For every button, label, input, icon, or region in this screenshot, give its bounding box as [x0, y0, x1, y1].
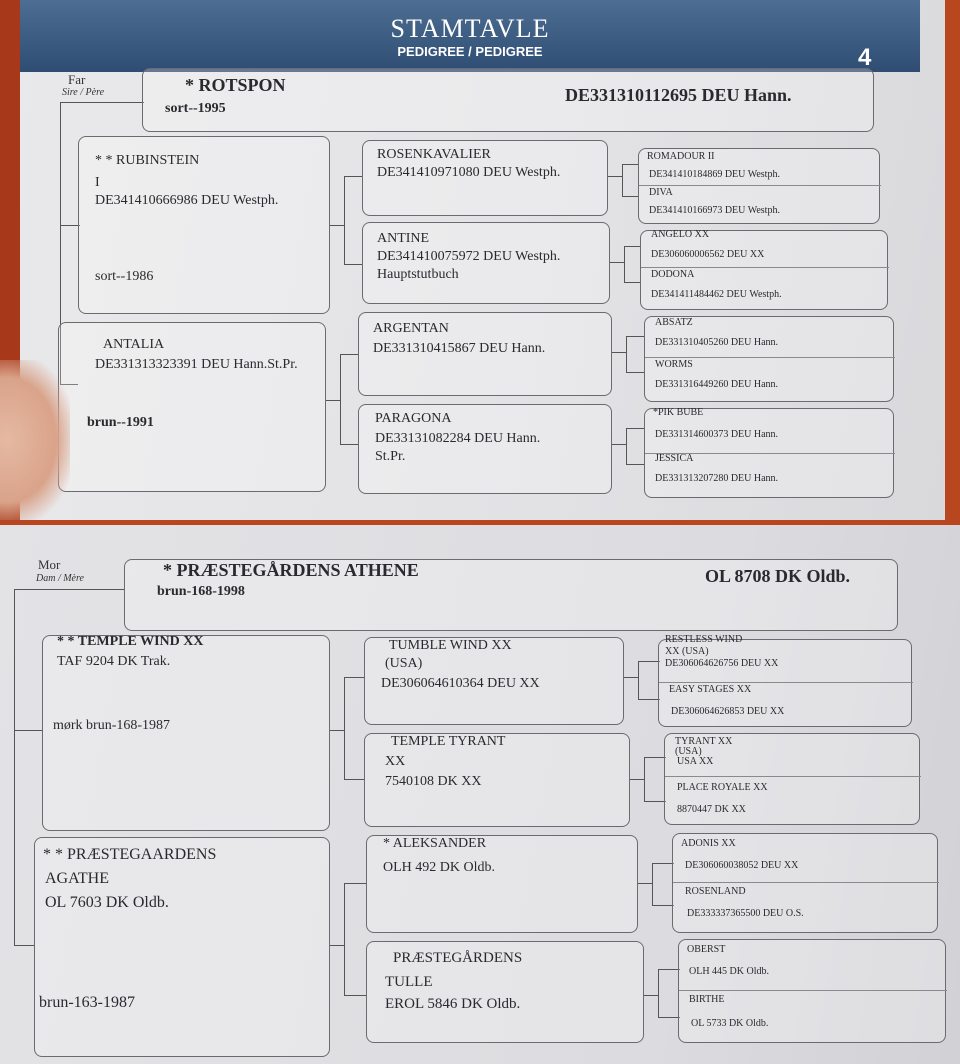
sire-sire-name: * * RUBINSTEIN: [95, 153, 200, 168]
sire-g3-box-4: [358, 404, 612, 494]
dam-g4-2a-name: TYRANT XX: [675, 736, 733, 747]
dam-sire-color-year: mørk brun-168-1987: [53, 718, 171, 733]
dam-name: * PRÆSTEGÅRDENS ATHENE: [163, 560, 419, 580]
holding-finger: [0, 360, 70, 520]
sire-sire-color-year: sort--1986: [95, 269, 154, 284]
dam-g4-box-2: [664, 733, 920, 825]
sire-g4-4a-name: *PIK BUBE: [653, 407, 704, 418]
dam-g4-4a-reg: OLH 445 DK Oldb.: [689, 966, 769, 977]
dam-g4-4a-name: OBERST: [687, 944, 726, 955]
sire-g3-1-name: ROSENKAVALIER: [377, 147, 491, 162]
dam-sire-reg: TAF 9204 DK Trak.: [57, 654, 171, 669]
dam-g4-3b-name: ROSENLAND: [685, 886, 746, 897]
sire-g4-3a-name: ABSATZ: [655, 317, 693, 328]
sire-main-box: [142, 68, 874, 132]
dam-g4-2b-name: PLACE ROYALE XX: [677, 782, 768, 793]
sire-g4-box-4: [644, 408, 894, 498]
sire-g3-box-3: [358, 312, 612, 396]
dam-color-year: brun-168-1998: [157, 584, 245, 599]
sire-page: [20, 0, 945, 520]
sire-g4-3a-reg: DE331310405260 DEU Hann.: [655, 337, 779, 348]
dam-g4-2b-reg: 8870447 DK XX: [677, 804, 746, 815]
dam-g4-2a-name-3: USA XX: [677, 756, 714, 767]
dam-g4-1a-name: RESTLESS WIND: [665, 634, 743, 645]
dam-sire-name: * * TEMPLE WIND XX: [57, 634, 204, 649]
dam-g3-2-reg: 7540108 DK XX: [385, 774, 482, 789]
dam-g4-3a-name: ADONIS XX: [681, 838, 736, 849]
dam-label-sub: Dam / Mère: [36, 573, 84, 584]
dam-dam-reg: OL 7603 DK Oldb.: [45, 894, 169, 911]
sire-g3-2-line3: Hauptstutbuch: [377, 267, 459, 282]
dam-g3-1-line2: (USA): [385, 656, 423, 671]
dam-g4-1b-name: EASY STAGES XX: [669, 684, 752, 695]
dam-g3-4-reg: EROL 5846 DK Oldb.: [385, 996, 521, 1012]
dam-g4-box-1: [658, 634, 912, 727]
dam-g4-2a-name-2: (USA): [675, 746, 702, 757]
dam-g3-box-3: [366, 835, 638, 933]
dam-g4-3a-reg: DE306060038052 DEU XX: [685, 860, 799, 871]
sire-g4-4b-name: JESSICA: [655, 453, 694, 464]
dam-g3-box-1: [364, 637, 624, 725]
dam-g3-3-reg: OLH 492 DK Oldb.: [383, 860, 495, 875]
sire-g4-2a-name: ANGELO XX: [651, 229, 710, 240]
sire-g4-3b-name: WORMS: [655, 359, 693, 370]
dam-g4-3b-reg: DE333337365500 DEU O.S.: [687, 908, 804, 919]
dam-reg: OL 8708 DK Oldb.: [705, 566, 851, 586]
dam-g3-1-reg: DE306064610364 DEU XX: [381, 676, 540, 691]
sire-g4-1b-reg: DE341410166973 DEU Westph.: [649, 205, 780, 216]
sire-sire-box: [78, 136, 330, 314]
dam-g3-1-name: TUMBLE WIND XX: [389, 638, 512, 653]
dam-g4-1a-name-2: XX (USA): [665, 646, 709, 657]
dam-g4-4b-reg: OL 5733 DK Oldb.: [691, 1018, 769, 1029]
sire-g4-box-3: [644, 316, 894, 402]
sire-g4-1a-name: ROMADOUR II: [647, 151, 715, 162]
sire-sire-reg: DE341410666986 DEU Westph.: [95, 193, 279, 208]
sire-label: Far: [68, 72, 86, 87]
dam-g3-2-line2: XX: [385, 754, 406, 769]
dam-dam-box: [34, 837, 330, 1057]
sire-g3-box-1: [362, 140, 608, 216]
dam-main-box: [124, 559, 898, 631]
sire-g4-box-2: [640, 230, 888, 310]
dam-g3-box-2: [364, 733, 630, 827]
sire-g4-2b-name: DODONA: [651, 269, 695, 280]
dam-g4-1a-reg: DE306064626756 DEU XX: [665, 658, 779, 669]
sire-g3-box-2: [362, 222, 610, 304]
sire-name: * ROTSPON: [185, 75, 286, 95]
dam-g4-1b-reg: DE306064626853 DEU XX: [671, 706, 785, 717]
dam-dam-name-2: AGATHE: [45, 870, 109, 887]
dam-g3-3-name: * ALEKSANDER: [383, 836, 487, 851]
sire-g4-3b-reg: DE331316449260 DEU Hann.: [655, 379, 779, 390]
sire-g4-2b-reg: DE341411484462 DEU Westph.: [651, 289, 782, 300]
sire-g4-4b-reg: DE331313207280 DEU Hann.: [655, 473, 779, 484]
dam-g4-box-3: [672, 833, 938, 933]
sire-dam-reg: DE331313323391 DEU Hann.St.Pr.: [95, 357, 298, 372]
dam-label: Mor: [38, 557, 61, 572]
sire-g3-3-reg: DE331310415867 DEU Hann.: [373, 341, 546, 356]
dam-g3-4-name: PRÆSTEGÅRDENS: [393, 950, 523, 966]
sire-g3-2-name: ANTINE: [377, 231, 430, 246]
sire-g4-box-1: [638, 148, 880, 224]
dam-g4-box-4: [678, 939, 946, 1043]
dam-g3-2-name: TEMPLE TYRANT: [391, 734, 506, 749]
dam-sire-box: [42, 635, 330, 831]
page-subtitle: PEDIGREE / PEDIGREE: [397, 44, 543, 59]
page-title: STAMTAVLE: [390, 14, 550, 43]
sire-g3-4-name: PARAGONA: [375, 411, 452, 426]
dam-dam-color-year: brun-163-1987: [39, 994, 135, 1011]
sire-g3-4-line3: St.Pr.: [375, 449, 406, 464]
dam-g3-4-name-2: TULLE: [385, 974, 433, 990]
sire-dam-color-year: brun--1991: [87, 415, 154, 430]
sire-g3-4-reg: DE33131082284 DEU Hann.: [375, 431, 541, 446]
sire-sire-line2: I: [95, 175, 100, 190]
sire-reg: DE331310112695 DEU Hann.: [565, 85, 792, 105]
dam-dam-name: * * PRÆSTEGAARDENS: [43, 846, 217, 863]
sire-g3-3-name: ARGENTAN: [373, 321, 449, 336]
sire-g4-1b-name: DIVA: [649, 187, 673, 198]
sire-dam-box: [58, 322, 326, 492]
sire-g3-1-reg: DE341410971080 DEU Westph.: [377, 165, 561, 180]
page-number: 4: [858, 44, 872, 71]
sire-color-year: sort--1995: [165, 101, 226, 116]
sire-g3-2-reg: DE341410075972 DEU Westph.: [377, 249, 561, 264]
sire-g4-2a-reg: DE306060006562 DEU XX: [651, 249, 765, 260]
sire-g4-4a-reg: DE331314600373 DEU Hann.: [655, 429, 779, 440]
dam-g4-4b-name: BIRTHE: [689, 994, 725, 1005]
header-banner: [20, 0, 920, 72]
sire-label-sub: Sire / Père: [62, 87, 105, 98]
dam-page: [0, 525, 960, 1064]
sire-dam-name: ANTALIA: [103, 337, 165, 352]
sire-g4-1a-reg: DE341410184869 DEU Westph.: [649, 169, 780, 180]
dam-g3-box-4: [366, 941, 644, 1043]
